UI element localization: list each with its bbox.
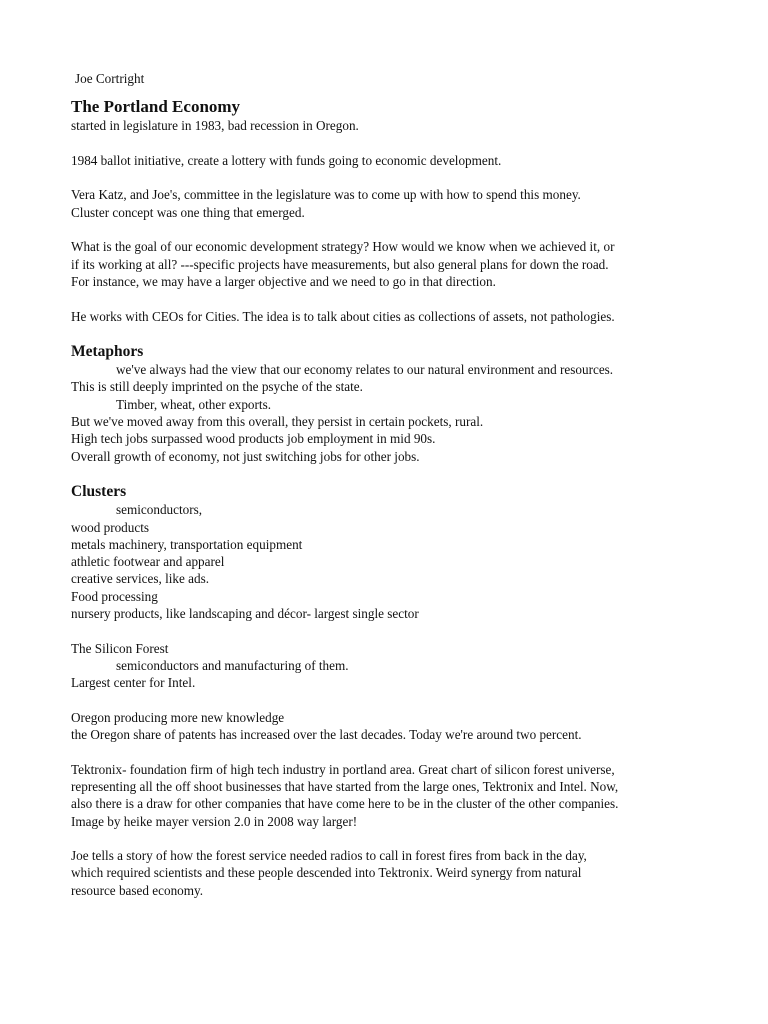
paragraph-line: Vera Katz, and Joe's, committee in the legislature was to come up with how to spend this money. xyxy=(71,187,581,203)
list-item: athletic footwear and apparel xyxy=(71,554,225,570)
paragraph-line: But we've moved away from this overall, they persist in certain pockets, rural. xyxy=(71,414,484,430)
paragraph-line: resource based economy. xyxy=(71,882,204,898)
paragraph-line: Largest center for Intel. xyxy=(71,675,196,691)
paragraph-line: Image by heike mayer version 2.0 in 2008 way larger! xyxy=(71,813,358,829)
paragraph-line: started in legislature in 1983, bad recession in Oregon. xyxy=(71,118,359,134)
paragraph-line: 1984 ballot initiative, create a lottery with funds going to economic development. xyxy=(71,152,502,168)
paragraph-line: Cluster concept was one thing that emerged. xyxy=(71,204,305,220)
paragraph-line: What is the goal of our economic development strategy? How would we know when we achieved it, or xyxy=(71,239,615,255)
paragraph-line: High tech jobs surpassed wood products job employment in mid 90s. xyxy=(71,431,436,447)
paragraph-line: Oregon producing more new knowledge xyxy=(71,709,285,725)
paragraph-line: Timber, wheat, other exports. xyxy=(116,396,272,412)
list-item: Food processing xyxy=(71,588,158,604)
paragraph-line: This is still deeply imprinted on the psyche of the state. xyxy=(71,379,363,395)
paragraph-line: semiconductors and manufacturing of them. xyxy=(116,657,349,673)
paragraph-line: For instance, we may have a larger objective and we need to go in that direction. xyxy=(71,273,496,289)
paragraph-line: Overall growth of economy, not just switching jobs for other jobs. xyxy=(71,448,420,464)
document-page xyxy=(71,70,711,899)
paragraph-line: Tektronix- foundation firm of high tech industry in portland area. Great chart of silicon forest universe, xyxy=(71,761,615,777)
paragraph-line: He works with CEOs for Cities. The idea is to talk about cities as collections of assets, not pathologies. xyxy=(71,308,615,324)
paragraph-line: The Silicon Forest xyxy=(71,640,169,656)
paragraph-line: we've always had the view that our economy relates to our natural environment and resources. xyxy=(116,362,614,378)
paragraph-line: representing all the off shoot businesses that have started from the large ones, Tektronix and Intel. Now, xyxy=(71,778,619,794)
section-heading-clusters: Clusters xyxy=(71,483,127,501)
paragraph-line: which required scientists and these people descended into Tektronix. Weird synergy from natural xyxy=(71,865,582,881)
list-item: creative services, like ads. xyxy=(71,571,210,587)
list-item: wood products xyxy=(71,519,150,535)
list-item: metals machinery, transportation equipment xyxy=(71,536,303,552)
paragraph-line: also there is a draw for other companies that have come here to be in the cluster of the other companies. xyxy=(71,796,619,812)
paragraph-line: Joe tells a story of how the forest service needed radios to call in forest fires from back in the day, xyxy=(71,848,587,864)
list-item: nursery products, like landscaping and décor- largest single sector xyxy=(71,606,419,622)
paragraph-line: the Oregon share of patents has increased over the last decades. Today we're around two percent. xyxy=(71,727,582,743)
paragraph-line: if its working at all? ---specific projects have measurements, but also general plans for down the road. xyxy=(71,256,609,272)
author-name: Joe Cortright xyxy=(75,71,145,86)
page-title: The Portland Economy xyxy=(71,97,241,117)
section-heading-metaphors: Metaphors xyxy=(71,343,144,361)
list-item: semiconductors, xyxy=(116,502,203,518)
